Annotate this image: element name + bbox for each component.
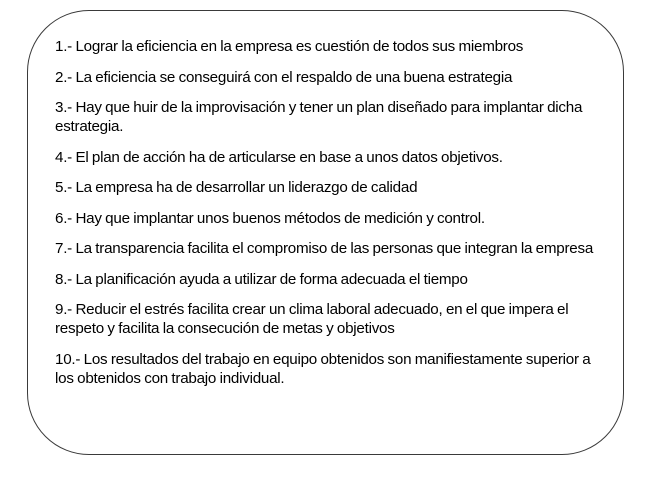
- list-item: 1.- Lograr la eficiencia en la empresa es cuestión de todos sus miembros: [55, 38, 524, 55]
- list-item: 3.- Hay que huir de la improvisación y tener un plan diseñado para implantar dicha estrategia.: [55, 99, 583, 135]
- list-item: 7.- La transparencia facilita el compromiso de las personas que integran la empresa: [55, 240, 594, 257]
- list-item: 8.- La planificación ayuda a utilizar de forma adecuada el tiempo: [55, 270, 468, 288]
- list-item: 4.- El plan de acción ha de articularse en base a unos datos objetivos.: [55, 148, 503, 166]
- list-item: 6.- Hay que implantar unos buenos métodos de medición y control.: [55, 209, 485, 227]
- principles-list: [55, 37, 600, 399]
- list-item: 10.- Los resultados del trabajo en equipo obtenidos son manifiestamente superior a los obtenidos con trabajo individual.: [55, 350, 591, 387]
- list-item: 5.- La empresa ha de desarrollar un liderazgo de calidad: [55, 179, 418, 196]
- list-item: 2.- La eficiencia se conseguirá con el respaldo de una buena estrategia: [55, 68, 513, 86]
- list-item: 9.- Reducir el estrés facilita crear un clima laboral adecuado, en el que impera el respeto y facilita la consecución de metas y objetivos: [55, 301, 569, 337]
